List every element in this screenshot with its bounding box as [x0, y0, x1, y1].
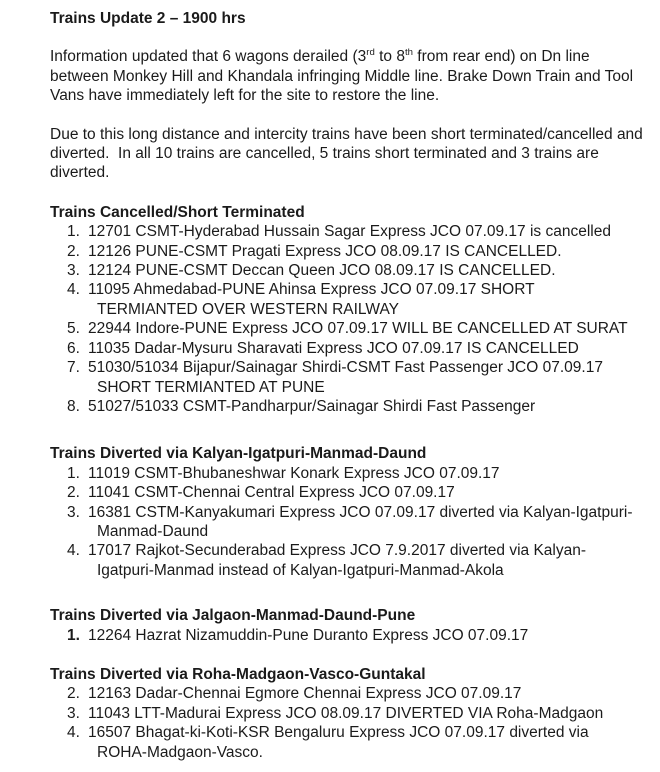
intro-paragraph	[50, 125, 643, 183]
item-text	[88, 242, 640, 261]
train-list-item	[50, 626, 640, 645]
item-number: 7.	[67, 359, 80, 377]
intro-paragraphs	[50, 47, 643, 182]
train-list-item	[50, 684, 640, 703]
text-line: diverted.	[50, 164, 110, 182]
section-heading: Trains Diverted via Roha-Madgaon-Vasco-Guntakal	[50, 665, 426, 683]
train-list	[50, 464, 640, 580]
item-text	[88, 541, 640, 580]
document-title: Trains Update 2 – 1900 hrs	[50, 10, 246, 27]
train-section	[50, 444, 640, 580]
item-number: 2.	[67, 484, 80, 502]
text-line: Manmad-Daund	[97, 522, 209, 540]
superscript: rd	[366, 47, 375, 59]
item-text	[88, 626, 640, 645]
train-list-item	[50, 464, 640, 483]
item-number: 3.	[67, 262, 80, 280]
train-section	[50, 606, 640, 645]
item-number: 8.	[67, 397, 80, 415]
train-list-item	[50, 541, 640, 580]
text-line: Igatpuri-Manmad instead of Kalyan-Igatpuri-Manmad-Akola	[97, 561, 504, 579]
text-line: 11019 CSMT-Bhubaneshwar Konark Express JCO 07.09.17	[88, 464, 500, 482]
sections	[50, 203, 640, 762]
item-text	[88, 503, 640, 542]
train-list-item	[50, 704, 640, 723]
train-list-item	[50, 242, 640, 261]
train-list-item	[50, 483, 640, 502]
text-line: 11095 Ahmedabad-PUNE Ahinsa Express JCO 07.09.17 SHORT	[88, 281, 535, 299]
item-text	[88, 704, 640, 723]
text-line: SHORT TERMIANTED AT PUNE	[97, 378, 325, 396]
item-number: 1.	[67, 223, 80, 241]
item-number: 3.	[67, 704, 80, 722]
text-line: 12264 Hazrat Nizamuddin-Pune Duranto Express JCO 07.09.17	[88, 626, 529, 644]
item-number: 2.	[67, 685, 80, 703]
item-number: 1.	[67, 464, 80, 482]
item-text	[88, 319, 640, 338]
item-text	[88, 483, 640, 502]
item-number: 2.	[67, 242, 80, 260]
train-section	[50, 203, 640, 416]
text-line: Vans have immediately left for the site to restore the line.	[50, 87, 440, 105]
text-line: 16381 CSTM-Kanyakumari Express JCO 07.09.17 diverted via Kalyan-Igatpuri-	[88, 503, 633, 521]
text-line: 51030/51034 Bijapur/Sainagar Shirdi-CSMT Fast Passenger JCO 07.09.17	[88, 359, 603, 377]
text-line: 12163 Dadar-Chennai Egmore Chennai Express JCO 07.09.17	[88, 685, 522, 703]
item-text	[88, 339, 640, 358]
text-line: Information updated that 6 wagons derailed (3rd to 8th from rear end) on Dn line	[50, 47, 590, 66]
text-line: 16507 Bhagat-ki-Koti-KSR Bengaluru Express JCO 07.09.17 diverted via	[88, 724, 589, 742]
text-line: 17017 Rajkot-Secunderabad Express JCO 7.9.2017 diverted via Kalyan-	[88, 542, 587, 560]
train-list-item	[50, 503, 640, 542]
section-heading: Trains Diverted via Kalyan-Igatpuri-Manmad-Daund	[50, 445, 427, 463]
train-list-item	[50, 222, 640, 241]
text-line: 11035 Dadar-Mysuru Sharavati Express JCO 07.09.17 IS CANCELLED	[88, 339, 579, 357]
item-text	[88, 723, 640, 762]
item-text	[88, 261, 640, 280]
train-list	[50, 222, 640, 416]
train-list-item	[50, 397, 640, 416]
text-line: 12124 PUNE-CSMT Deccan Queen JCO 08.09.17 IS CANCELLED.	[88, 262, 556, 280]
text-line: diverted. In all 10 trains are cancelled, 5 trains short terminated and 3 trains are	[50, 145, 599, 163]
intro-paragraph	[50, 47, 640, 105]
train-list	[50, 684, 640, 762]
text-line: between Monkey Hill and Khandala infringing Middle line. Brake Down Train and Tool	[50, 67, 634, 85]
section-heading: Trains Cancelled/Short Terminated	[50, 203, 305, 221]
text-line: 12126 PUNE-CSMT Pragati Express JCO 08.09.17 IS CANCELLED.	[88, 242, 562, 260]
item-number: 5.	[67, 320, 80, 338]
item-text	[88, 684, 640, 703]
train-list-item	[50, 723, 640, 762]
train-list-item	[50, 280, 640, 319]
train-list-item	[50, 339, 640, 358]
item-text	[88, 464, 640, 483]
text-line: 51027/51033 CSMT-Pandharpur/Sainagar Shirdi Fast Passenger	[88, 397, 536, 415]
train-list	[50, 626, 640, 645]
text-line: 12701 CSMT-Hyderabad Hussain Sagar Express JCO 07.09.17 is cancelled	[88, 223, 611, 241]
item-number: 4.	[67, 281, 80, 299]
item-number: 4.	[67, 542, 80, 560]
text-line: 22944 Indore-PUNE Express JCO 07.09.17 WILL BE CANCELLED AT SURAT	[88, 320, 628, 338]
train-section	[50, 665, 640, 762]
item-text	[88, 358, 640, 397]
text-line: ROHA-Madgaon-Vasco.	[97, 743, 263, 761]
item-number: 1.	[67, 626, 80, 644]
item-text	[88, 397, 640, 416]
train-list-item	[50, 319, 640, 338]
item-number: 6.	[67, 339, 80, 357]
train-list-item	[50, 261, 640, 280]
text-line: Due to this long distance and intercity trains have been short terminated/cancelled and	[50, 125, 643, 143]
superscript: th	[404, 47, 413, 59]
train-list-item	[50, 358, 640, 397]
text-line: TERMIANTED OVER WESTERN RAILWAY	[97, 300, 399, 318]
item-number: 4.	[67, 724, 80, 742]
item-text	[88, 280, 640, 319]
section-heading: Trains Diverted via Jalgaon-Manmad-Daund-Pune	[50, 607, 416, 625]
item-text	[88, 222, 640, 241]
text-line: 11041 CSMT-Chennai Central Express JCO 07.09.17	[88, 484, 455, 502]
item-number: 3.	[67, 503, 80, 521]
text-line: 11043 LTT-Madurai Express JCO 08.09.17 DIVERTED VIA Roha-Madgaon	[88, 704, 604, 722]
